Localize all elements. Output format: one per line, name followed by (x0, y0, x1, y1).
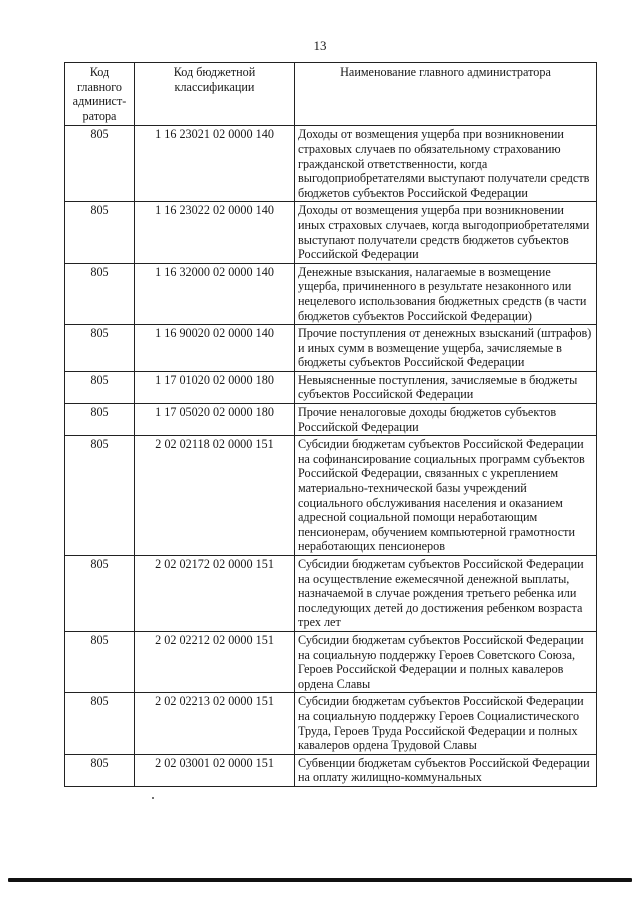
table-row (65, 126, 597, 202)
table-row (65, 754, 597, 786)
cell-name: Денежные взыскания, налагаемые в возмещение ущерба, причиненного в результате незаконного или нецелевого использования бюджетных средств (в части бюджетов субъектов Российской Федерации) (295, 263, 597, 324)
cell-budget-code: 1 17 05020 02 0000 180 (135, 404, 295, 436)
cell-admin-code: 805 (65, 693, 135, 754)
cell-admin-code: 805 (65, 325, 135, 372)
table-row (65, 371, 597, 403)
scan-speck (152, 797, 154, 799)
cell-name: Невыясненные поступления, зачисляемые в бюджеты субъектов Российской Федерации (295, 371, 597, 403)
table-row (65, 631, 597, 692)
table-row (65, 263, 597, 324)
cell-budget-code: 2 02 02212 02 0000 151 (135, 631, 295, 692)
table-row (65, 202, 597, 263)
cell-admin-code: 805 (65, 631, 135, 692)
cell-admin-code: 805 (65, 404, 135, 436)
cell-admin-code: 805 (65, 436, 135, 556)
header-admin-name: Наименование главного администратора (295, 63, 597, 126)
cell-name: Субсидии бюджетам субъектов Российской Федерации на социальную поддержку Героев Социалистического Труда, Героев Труда Российской Федерации и полных кавалеров ордена Трудовой Славы (295, 693, 597, 754)
cell-name: Субсидии бюджетам субъектов Российской Федерации на софинансирование социальных программ субъектов Российской Федерации, связанных с укреплением материально-технической базы учреждений социального обслуживания населения и оказанием адресной социальной помощи неработающим пенсионерам, обучением компьютерной грамотности неработающих пенсионеров (295, 436, 597, 556)
cell-name: Субвенции бюджетам субъектов Российской Федерации на оплату жилищно-коммунальных (295, 754, 597, 786)
cell-budget-code: 1 17 01020 02 0000 180 (135, 371, 295, 403)
page-number: 13 (313, 38, 327, 53)
table-row (65, 693, 597, 754)
header-budget-code: Код бюджетной классификации (135, 63, 295, 126)
cell-admin-code: 805 (65, 202, 135, 263)
cell-admin-code: 805 (65, 754, 135, 786)
cell-admin-code: 805 (65, 263, 135, 324)
cell-admin-code: 805 (65, 556, 135, 632)
cell-budget-code: 2 02 02213 02 0000 151 (135, 693, 295, 754)
table-row (65, 436, 597, 556)
cell-name: Прочие неналоговые доходы бюджетов субъектов Российской Федерации (295, 404, 597, 436)
table-header-row (65, 63, 597, 126)
table-row (65, 556, 597, 632)
cell-budget-code: 1 16 23021 02 0000 140 (135, 126, 295, 202)
cell-name: Доходы от возмещения ущерба при возникновении страховых случаев по обязательному страхованию гражданской ответственности, когда выгодоприобретателями выступают получатели средств бюджетов субъектов Российской Федерации (295, 126, 597, 202)
cell-admin-code: 805 (65, 371, 135, 403)
cell-name: Субсидии бюджетам субъектов Российской Федерации на осуществление ежемесячной денежной выплаты, назначаемой в случае рождения третьего ребенка или последующих детей до достижения ребенком возраста трех лет (295, 556, 597, 632)
cell-budget-code: 2 02 02118 02 0000 151 (135, 436, 295, 556)
cell-budget-code: 1 16 23022 02 0000 140 (135, 202, 295, 263)
cell-admin-code: 805 (65, 126, 135, 202)
cell-name: Прочие поступления от денежных взысканий (штрафов) и иных сумм в возмещение ущерба, зачисляемые в бюджеты субъектов Российской Федерации (295, 325, 597, 372)
cell-budget-code: 1 16 90020 02 0000 140 (135, 325, 295, 372)
table-row (65, 404, 597, 436)
bottom-scan-edge (8, 878, 632, 882)
budget-classification-table (64, 62, 597, 787)
cell-name: Субсидии бюджетам субъектов Российской Федерации на социальную поддержку Героев Советского Союза, Героев Российской Федерации и полных кавалеров ордена Славы (295, 631, 597, 692)
table-row (65, 325, 597, 372)
header-admin-code: Код главного админист-ратора (65, 63, 135, 126)
cell-budget-code: 1 16 32000 02 0000 140 (135, 263, 295, 324)
cell-budget-code: 2 02 03001 02 0000 151 (135, 754, 295, 786)
cell-budget-code: 2 02 02172 02 0000 151 (135, 556, 295, 632)
cell-name: Доходы от возмещения ущерба при возникновении иных страховых случаев, когда выгодоприобретателями выступают получатели средств бюджетов субъектов Российской Федерации (295, 202, 597, 263)
